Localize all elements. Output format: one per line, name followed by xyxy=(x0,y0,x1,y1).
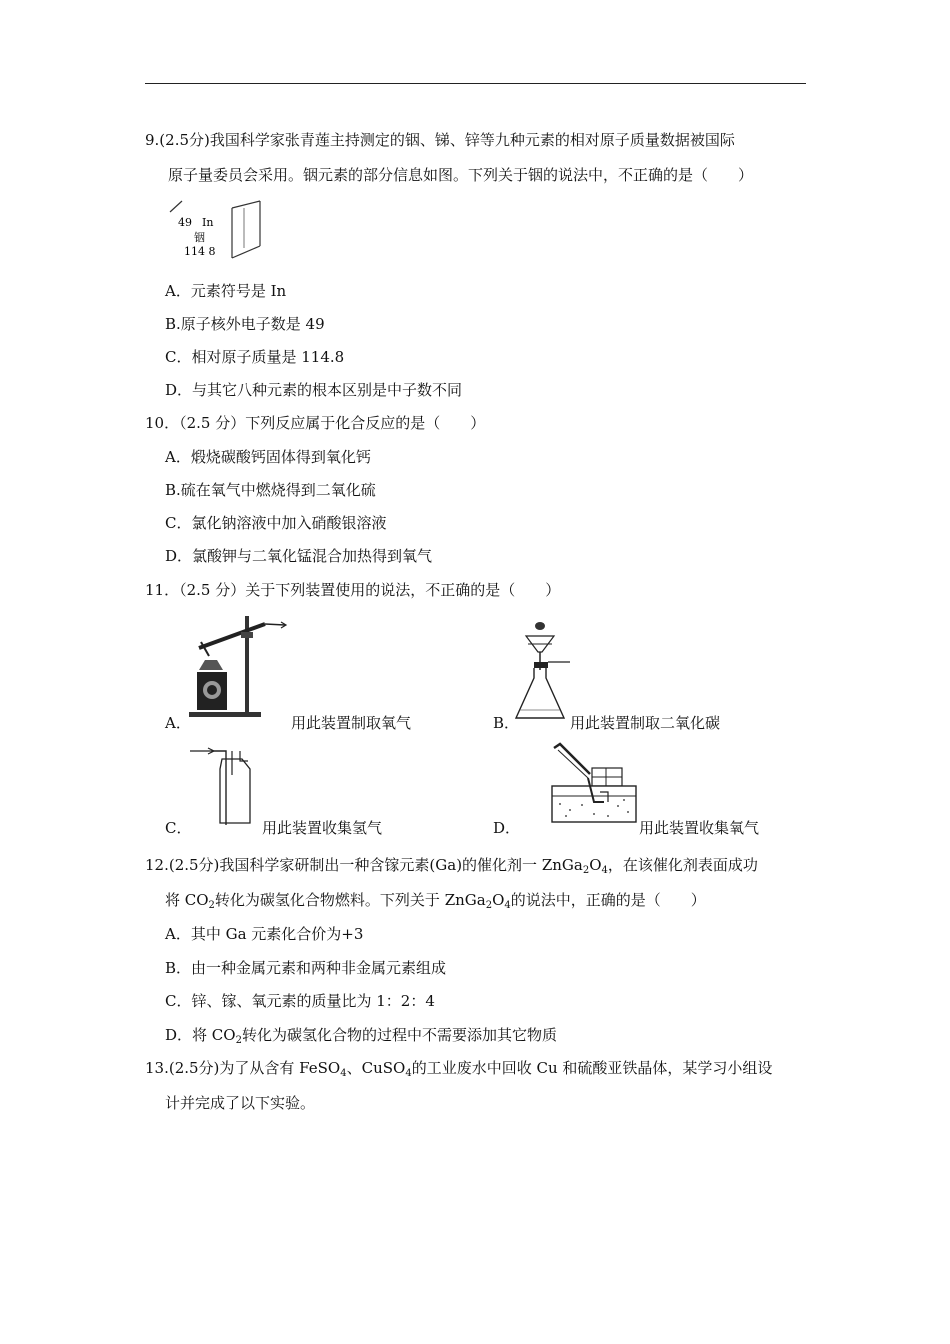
q11-option-b-text: 用此装置制取二氧化碳 xyxy=(570,714,721,732)
q10-option-a: A．煅烧碳酸钙固体得到氧化钙 xyxy=(165,448,371,466)
q11-option-b-letter: B． xyxy=(493,714,520,732)
q12-option-a: A．其中 Ga 元素化合价为+3 xyxy=(165,925,364,943)
q10-option-d: D．氯酸钾与二氧化锰混合加热得到氧气 xyxy=(165,547,433,565)
q12-option-b: B．由一种金属元素和两种非金属元素组成 xyxy=(165,959,447,977)
q11-stem: 11．（2.5 分）关于下列装置使用的说法，不正确的是（ ） xyxy=(145,581,561,599)
apparatus-d-water-trough xyxy=(548,742,643,834)
indium-element-card xyxy=(168,198,278,268)
q10-option-c: C．氯化钠溶液中加入硝酸银溶液 xyxy=(165,514,387,532)
q11-option-c-text: 用此装置收集氢气 xyxy=(262,819,383,837)
q12-option-c: C．锌、镓、氧元素的质量比为 1：2：4 xyxy=(165,992,435,1010)
q9-option-d: D．与其它八种元素的根本区别是中子数不同 xyxy=(165,381,463,399)
apparatus-a-oxygen-heating xyxy=(185,612,290,722)
card-name: 铟 xyxy=(194,231,205,244)
apparatus-c-hydrogen-bottle xyxy=(190,745,262,827)
q10-option-b: B.硫在氧气中燃烧得到二氧化硫 xyxy=(165,481,376,499)
card-symbol: In xyxy=(202,216,214,229)
card-atomic-number: 49 xyxy=(178,216,192,229)
q11-option-a-letter: A． xyxy=(165,714,191,732)
q11-option-c-letter: C． xyxy=(165,819,192,837)
q13-stem-line1: 13.(2.5分)为了从含有 FeSO$_4$、CuSO$_4$的工业废水中回收 Cu 和硫酸亚铁晶体，某学习小组设 xyxy=(145,1059,773,1079)
q13-stem-line2: 计并完成了以下实验。 xyxy=(165,1094,316,1112)
q12-stem-line1: 12.(2.5分)我国科学家研制出一种含镓元素(Ga)的催化剂一 $ZnGa_2O_4$，在该催化剂表面成功 xyxy=(145,856,758,876)
card-mass: 114 8 xyxy=(184,245,216,258)
q11-option-a-text: 用此装置制取氧气 xyxy=(291,714,412,732)
q11-option-d-text: 用此装置收集氧气 xyxy=(639,819,760,837)
q11-option-d-letter: D． xyxy=(493,819,521,837)
header-rule xyxy=(145,83,806,84)
q9-stem-line2: 原子量委员会采用。铟元素的部分信息如图。下列关于铟的说法中，不正确的是（ ） xyxy=(168,166,754,184)
q9-option-a: A．元素符号是 In xyxy=(165,282,287,300)
q9-option-b: B.原子核外电子数是 49 xyxy=(165,315,325,333)
q10-stem: 10．（2.5 分）下列反应属于化合反应的是（ ） xyxy=(145,414,486,432)
q12-option-d: D．将 $CO_2$转化为碳氢化合物的过程中不需要添加其它物质 xyxy=(165,1026,557,1046)
q9-stem-line1: 9.(2.5分)我国科学家张青莲主持测定的铟、锑、锌等九种元素的相对原子质量数据被国际 xyxy=(145,131,735,149)
q12-stem-line2: 将 $CO_2$转化为碳氢化合物燃料。下列关于 $ZnGa_2O_4$的说法中，正确的是（ ） xyxy=(165,891,706,911)
q9-option-c: C．相对原子质量是 114.8 xyxy=(165,348,345,366)
